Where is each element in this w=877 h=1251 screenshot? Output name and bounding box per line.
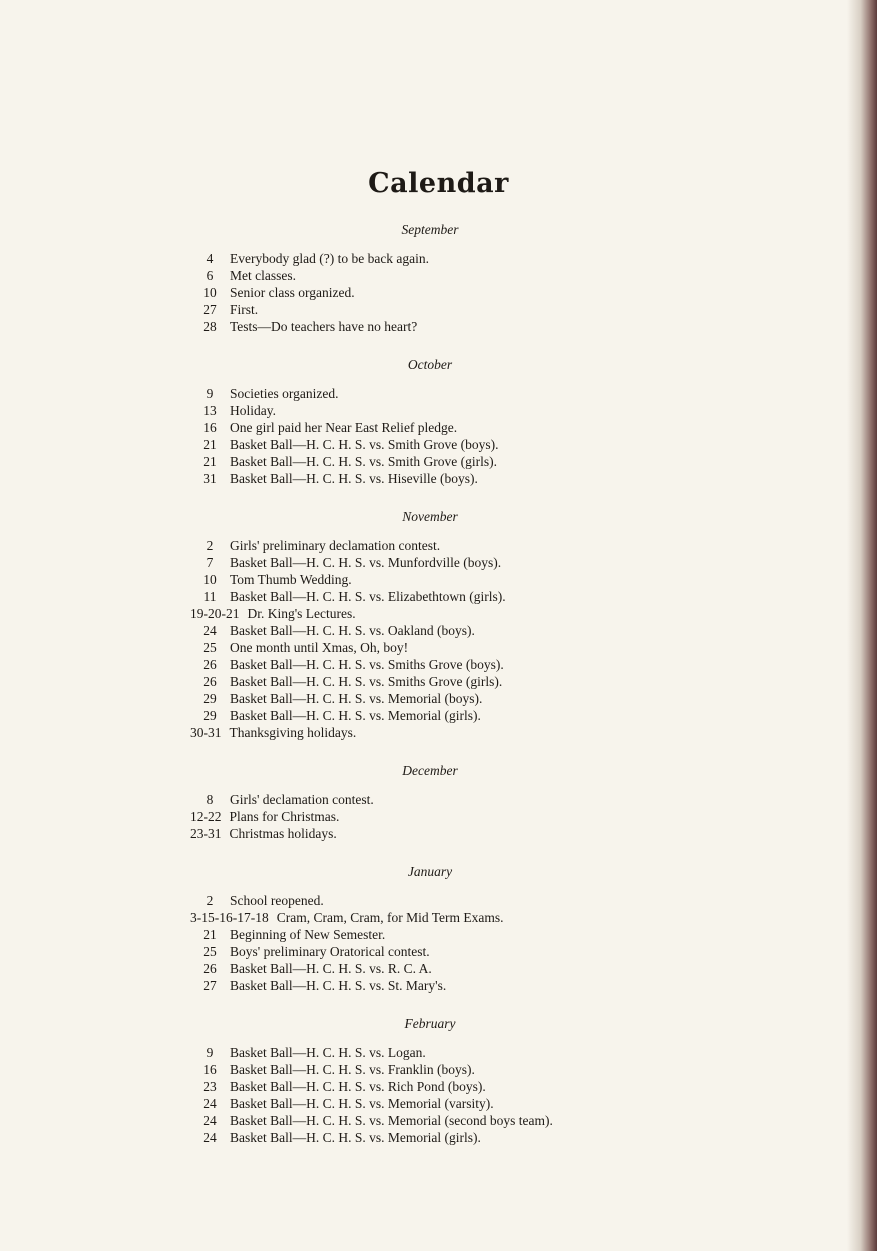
entry-date: 24 xyxy=(203,1130,217,1145)
calendar-entry xyxy=(190,1061,670,1078)
month-section-february xyxy=(190,1016,670,1146)
calendar-entry xyxy=(190,639,670,656)
calendar-entry xyxy=(190,808,670,825)
calendar-entry xyxy=(190,453,670,470)
entry-text: Thanksgiving holidays. xyxy=(229,725,357,740)
calendar-entry xyxy=(190,926,670,943)
month-heading: December xyxy=(402,763,458,778)
entry-date: 24 xyxy=(203,1096,217,1111)
calendar-entry xyxy=(190,791,670,808)
entry-date: 27 xyxy=(203,302,217,317)
entry-text: Basket Ball—H. C. H. S. vs. Smith Grove (girls). xyxy=(230,454,497,469)
month-section-september xyxy=(190,222,670,335)
entry-text: Basket Ball—H. C. H. S. vs. Hiseville (boys). xyxy=(230,471,478,486)
entry-text: Basket Ball—H. C. H. S. vs. Smith Grove (boys). xyxy=(230,437,499,452)
entry-text: Boys' preliminary Oratorical contest. xyxy=(230,944,430,959)
entry-date: 13 xyxy=(203,403,217,418)
entry-text: Basket Ball—H. C. H. S. vs. Munfordville (boys). xyxy=(230,555,502,570)
entry-text: Basket Ball—H. C. H. S. vs. Memorial (boys). xyxy=(230,691,483,706)
entry-date: 4 xyxy=(206,251,214,266)
entry-text: Basket Ball—H. C. H. S. vs. Rich Pond (boys). xyxy=(230,1079,486,1094)
entry-text: Basket Ball—H. C. H. S. vs. Elizabethtown (girls). xyxy=(230,589,506,604)
entry-text: Met classes. xyxy=(230,268,296,283)
entry-text: Girls' declamation contest. xyxy=(230,792,374,807)
calendar-entry xyxy=(190,1044,670,1061)
entry-date: 7 xyxy=(206,555,214,570)
entry-text: Dr. King's Lectures. xyxy=(247,606,356,621)
entry-date: 19-20-21 xyxy=(190,606,240,621)
entry-text: Basket Ball—H. C. H. S. vs. R. C. A. xyxy=(230,961,432,976)
entry-date: 6 xyxy=(206,268,214,283)
entry-date: 2 xyxy=(206,538,214,553)
entry-text: Basket Ball—H. C. H. S. vs. Memorial (second boys team). xyxy=(230,1113,553,1128)
month-heading: January xyxy=(407,864,453,879)
entry-date: 23-31 xyxy=(190,826,222,841)
entry-date: 25 xyxy=(203,640,217,655)
entry-text: First. xyxy=(230,302,259,317)
month-section-october xyxy=(190,357,670,487)
entry-date: 26 xyxy=(203,961,217,976)
calendar-entry xyxy=(190,402,670,419)
entry-text: Holiday. xyxy=(230,403,276,418)
calendar-entry xyxy=(190,284,670,301)
calendar-entry xyxy=(190,554,670,571)
calendar-entry xyxy=(190,537,670,554)
entry-text: Girls' preliminary declamation contest. xyxy=(230,538,441,553)
calendar-entry xyxy=(190,690,670,707)
entry-text: Basket Ball—H. C. H. S. vs. Smiths Grove (boys). xyxy=(230,657,504,672)
entry-text: Basket Ball—H. C. H. S. vs. Oakland (boys). xyxy=(230,623,475,638)
entry-date: 16 xyxy=(203,1062,217,1077)
entry-date: 30-31 xyxy=(190,725,222,740)
entry-date: 21 xyxy=(203,454,217,469)
entry-date: 27 xyxy=(203,978,217,993)
calendar-entry xyxy=(190,385,670,402)
calendar-entry xyxy=(190,318,670,335)
calendar-entry xyxy=(190,470,670,487)
calendar-entry xyxy=(190,960,670,977)
entry-text: Basket Ball—H. C. H. S. vs. Memorial (varsity). xyxy=(230,1096,494,1111)
calendar-entry xyxy=(190,622,670,639)
entry-text: Tests—Do teachers have no heart? xyxy=(230,319,418,334)
calendar-entry xyxy=(190,301,670,318)
calendar-entry xyxy=(190,436,670,453)
entry-text: Beginning of New Semester. xyxy=(230,927,386,942)
entry-text: Basket Ball—H. C. H. S. vs. St. Mary's. xyxy=(230,978,447,993)
entry-date: 10 xyxy=(203,285,217,300)
calendar-entry xyxy=(190,419,670,436)
calendar-entry xyxy=(190,656,670,673)
entry-date: 12-22 xyxy=(190,809,222,824)
calendar-entry xyxy=(190,1078,670,1095)
entry-date: 8 xyxy=(206,792,214,807)
calendar-entry xyxy=(190,892,670,909)
calendar-entry xyxy=(190,605,670,622)
calendar-entry xyxy=(190,250,670,267)
calendar-entry xyxy=(190,1129,670,1146)
entry-date: 24 xyxy=(203,1113,217,1128)
entry-text: Basket Ball—H. C. H. S. vs. Memorial (girls). xyxy=(230,708,481,723)
month-heading: September xyxy=(401,222,459,237)
entry-date: 24 xyxy=(203,623,217,638)
entry-date: 9 xyxy=(206,386,214,401)
entry-date: 29 xyxy=(203,691,217,706)
entry-text: One month until Xmas, Oh, boy! xyxy=(230,640,409,655)
calendar-entry xyxy=(190,943,670,960)
entry-text: Christmas holidays. xyxy=(229,826,337,841)
entry-date: 11 xyxy=(203,589,217,604)
entry-date: 2 xyxy=(206,893,214,908)
entry-date: 31 xyxy=(203,471,217,486)
entry-text: One girl paid her Near East Relief pledge. xyxy=(230,420,458,435)
calendar-entry xyxy=(190,588,670,605)
calendar-entry xyxy=(190,1112,670,1129)
entry-date: 26 xyxy=(203,657,217,672)
calendar-entry xyxy=(190,977,670,994)
entry-date: 26 xyxy=(203,674,217,689)
entry-text: Basket Ball—H. C. H. S. vs. Franklin (boys). xyxy=(230,1062,475,1077)
entry-date: 10 xyxy=(203,572,217,587)
entry-date: 29 xyxy=(203,708,217,723)
entry-text: Everybody glad (?) to be back again. xyxy=(230,251,430,266)
month-section-january xyxy=(190,864,670,994)
calendar-entry xyxy=(190,673,670,690)
entry-date: 16 xyxy=(203,420,217,435)
calendar-entry xyxy=(190,825,670,842)
calendar-content xyxy=(190,222,670,1168)
month-section-november xyxy=(190,509,670,741)
entry-text: Basket Ball—H. C. H. S. vs. Smiths Grove (girls). xyxy=(230,674,503,689)
entry-text: Societies organized. xyxy=(230,386,339,401)
entry-text: Plans for Christmas. xyxy=(229,809,340,824)
entry-date: 3-15-16-17-18 xyxy=(190,910,269,925)
page-title: Calendar xyxy=(368,168,509,199)
entry-text: Cram, Cram, Cram, for Mid Term Exams. xyxy=(276,910,504,925)
month-heading: October xyxy=(407,357,453,372)
calendar-entry xyxy=(190,909,670,926)
calendar-entry xyxy=(190,724,670,741)
entry-date: 9 xyxy=(206,1045,214,1060)
month-heading: November xyxy=(402,509,458,524)
entry-date: 28 xyxy=(203,319,217,334)
entry-text: Basket Ball—H. C. H. S. vs. Logan. xyxy=(230,1045,426,1060)
calendar-entry xyxy=(190,1095,670,1112)
month-heading: February xyxy=(404,1016,456,1031)
calendar-entry xyxy=(190,267,670,284)
entry-text: Senior class organized. xyxy=(230,285,355,300)
month-section-december xyxy=(190,763,670,842)
entry-date: 25 xyxy=(203,944,217,959)
entry-text: Basket Ball—H. C. H. S. vs. Memorial (girls). xyxy=(230,1130,481,1145)
calendar-entry xyxy=(190,571,670,588)
calendar-entry xyxy=(190,707,670,724)
entry-date: 21 xyxy=(203,927,217,942)
entry-text: School reopened. xyxy=(230,893,324,908)
entry-date: 23 xyxy=(203,1079,217,1094)
entry-text: Tom Thumb Wedding. xyxy=(230,572,352,587)
entry-date: 21 xyxy=(203,437,217,452)
